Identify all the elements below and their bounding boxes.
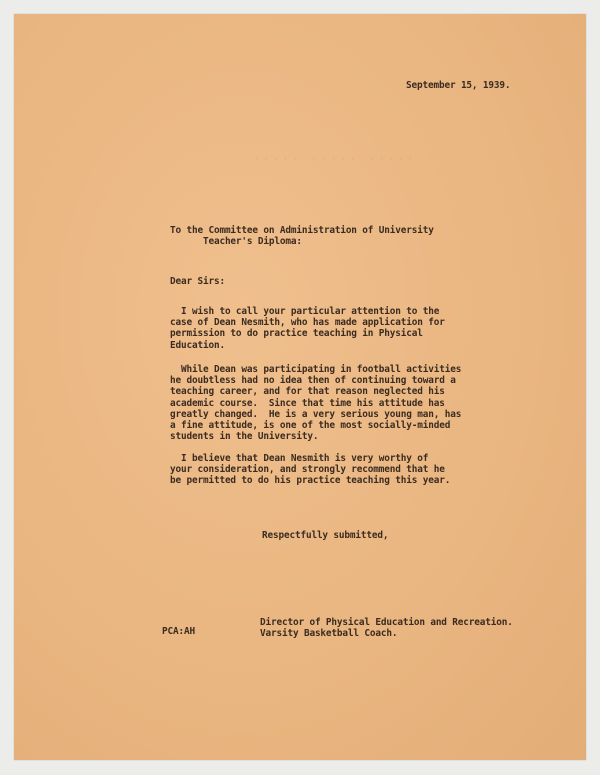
salutation: Dear Sirs: (170, 276, 225, 287)
signature-block: Director of Physical Education and Recreation. Varsity Basketball Coach. (260, 617, 513, 640)
letter-page (14, 14, 586, 760)
letter-date: September 15, 1939. (406, 80, 511, 91)
body-paragraph-3: I believe that Dean Nesmith is very worthy of your consideration, and strongly recommend that he be permitted to do his practice teaching this year. (170, 453, 451, 487)
body-paragraph-1: I wish to call your particular attention to the case of Dean Nesmith, who has made application for permission to do practice teaching in Physical Education. (170, 306, 445, 351)
body-paragraph-2: While Dean was participating in football activities he doubtless had no idea then of continuing toward a teaching career, and for that reason neglected his academic course. Since that time his attitude has greatly changed. He is a very serious young man, has a fine attitude, is one of the most socially-minded students in the University. (170, 364, 462, 443)
faint-offset-marks: - - - - - - - - - - - - - - - (254, 154, 413, 163)
typist-initials: PCA:AH (162, 626, 195, 637)
recipient-address: To the Committee on Administration of University Teacher's Diploma: (170, 225, 434, 248)
closing: Respectfully submitted, (262, 530, 389, 541)
